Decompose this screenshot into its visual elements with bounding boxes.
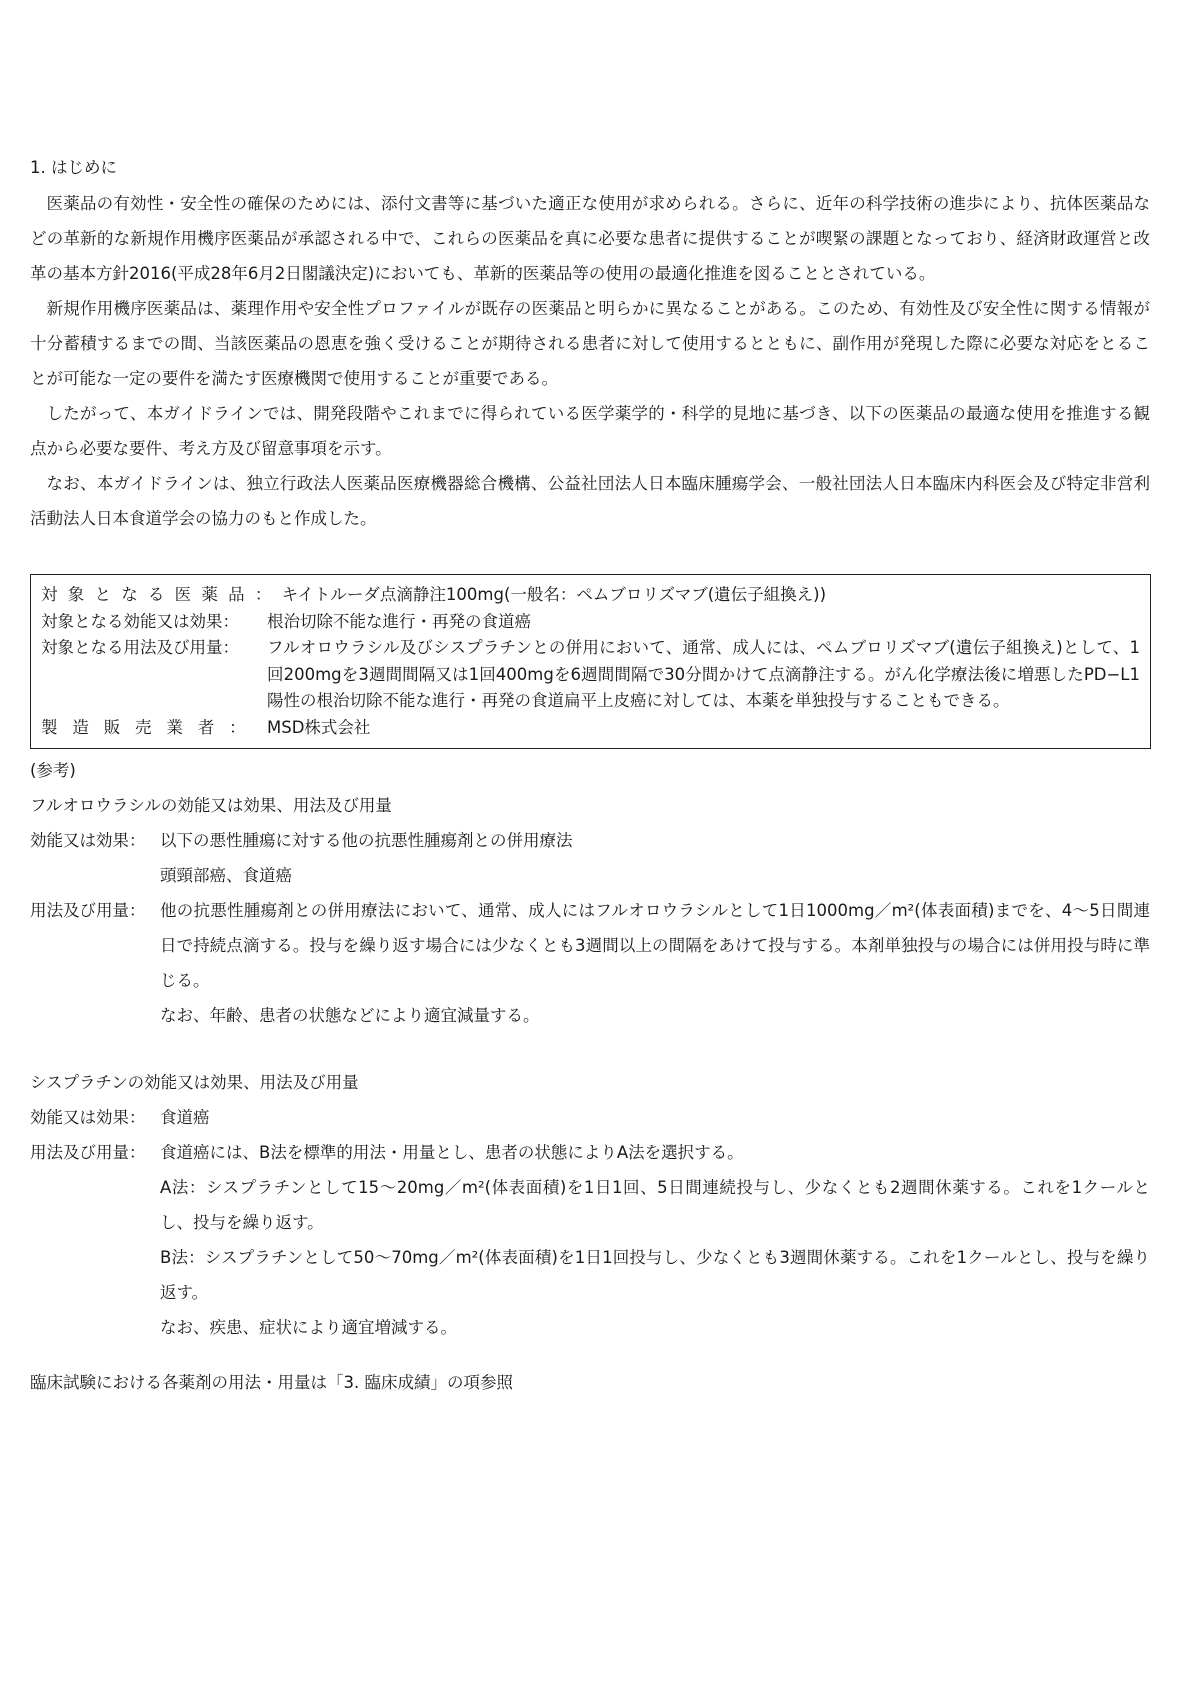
dosage-label: 対象となる用法及び用量： xyxy=(41,638,239,657)
target-drug-box xyxy=(30,574,1151,749)
cisplatin-dosage-note: なお、疾患、症状により適宜増減する。 xyxy=(160,1318,457,1337)
cisplatin-dosage-label: 用法及び用量： xyxy=(30,1143,146,1162)
cisplatin-method-a: A法：シスプラチンとして15〜20mg／m²(体表面積)を1日1回、5日間連続投与し、少なくとも2週間休薬する。これを1クールとし、投与を繰り返す。 xyxy=(160,1178,1150,1232)
cisplatin-dosage-row xyxy=(30,1135,1150,1345)
spacer xyxy=(30,1033,1150,1065)
fluorouracil-indication-value xyxy=(160,823,1150,893)
cisplatin-method-b: B法：シスプラチンとして50〜70mg／m²(体表面積)を1日1回投与し、少なくとも3週間休薬する。これを1クールとし、投与を繰り返す。 xyxy=(160,1248,1150,1302)
fluorouracil-indication-line-2: 頭頸部癌、食道癌 xyxy=(160,866,292,885)
indication-value: 根治切除不能な進行・再発の食道癌 xyxy=(267,611,531,631)
reference-section xyxy=(30,753,1150,1400)
drug-label: 対象となる医薬品： xyxy=(41,585,282,604)
drug-row xyxy=(41,582,1140,609)
dosage-row xyxy=(41,635,1140,715)
clinical-trial-note: 臨床試験における各薬剤の用法・用量は「3. 臨床成績」の項参照 xyxy=(30,1373,513,1392)
drug-value: キイトルーダ点滴静注100mg(一般名：ペムブロリズマブ(遺伝子組換え)) xyxy=(281,585,827,604)
document-page xyxy=(30,150,1150,1400)
reference-label: (参考) xyxy=(30,761,76,780)
cisplatin-indication-value: 食道癌 xyxy=(160,1108,210,1127)
indication-row xyxy=(41,609,1140,636)
intro-paragraph-2: 新規作用機序医薬品は、薬理作用や安全性プロファイルが既存の医薬品と明らかに異なることがある。このため、有効性及び安全性に関する情報が十分蓄積するまでの間、当該医薬品の恩恵を強く受けることが期待される患者に対して使用するとともに、副作用が発現した際に必要な対応をとることが可能な一定の要件を満たす医療機関で使用することが重要である。 xyxy=(30,299,1150,388)
fluorouracil-indication-row xyxy=(30,823,1150,893)
fluorouracil-dosage-note: なお、年齢、患者の状態などにより適宜減量する。 xyxy=(160,1006,540,1025)
dosage-value: フルオロウラシル及びシスプラチンとの併用において、通常、成人には、ペムブロリズマブ(遺伝子組換え)として、1回200mgを3週間間隔又は1回400mgを6週間間隔で30分間かけて点滴静注する。がん化学療法後に増悪したPD−L1陽性の根治切除不能な進行・再発の食道扁平上皮癌に対しては、本薬を単独投与することもできる。 xyxy=(267,638,1140,710)
fluorouracil-dosage-value xyxy=(160,893,1150,1033)
maker-value: MSD株式会社 xyxy=(267,717,371,737)
fluorouracil-dosage-label: 用法及び用量： xyxy=(30,901,146,920)
intro-paragraph-3: したがって、本ガイドラインでは、開発段階やこれまでに得られている医学薬学的・科学的見地に基づき、以下の医薬品の最適な使用を推進する観点から必要な要件、考え方及び留意事項を示す。 xyxy=(30,404,1150,458)
intro-paragraph-1: 医薬品の有効性・安全性の確保のためには、添付文書等に基づいた適正な使用が求められる。さらに、近年の科学技術の進歩により、抗体医薬品などの革新的な新規作用機序医薬品が承認される中で、これらの医薬品を真に必要な患者に提供することが喫緊の課題となっており、経済財政運営と改革の基本方針2016(平成28年6月2日閣議決定)においても、革新的医薬品等の使用の最適化推進を図ることとされている。 xyxy=(30,194,1150,283)
maker-row xyxy=(41,715,1140,742)
section-heading: 1. はじめに xyxy=(30,158,117,177)
fluorouracil-indication-line-1: 以下の悪性腫瘍に対する他の抗悪性腫瘍剤との併用療法 xyxy=(160,831,573,850)
cisplatin-indication-row xyxy=(30,1100,1150,1135)
fluorouracil-dosage-text: 他の抗悪性腫瘍剤との併用療法において、通常、成人にはフルオロウラシルとして1日1000mg／m²(体表面積)までを、4〜5日間連日で持続点滴する。投与を繰り返す場合には少なくとも3週間以上の間隔をあけて投与する。本剤単独投与の場合には併用投与時に準じる。 xyxy=(160,901,1150,990)
intro-paragraph-4: なお、本ガイドラインは、独立行政法人医薬品医療機器総合機構、公益社団法人日本臨床腫瘍学会、一般社団法人日本臨床内科医会及び特定非営利活動法人日本食道学会の協力のもと作成した。 xyxy=(30,474,1150,528)
fluorouracil-indication-label: 効能又は効果： xyxy=(30,831,146,850)
maker-label: 製造販売業者： xyxy=(41,717,261,737)
cisplatin-dosage-intro: 食道癌には、B法を標準的用法・用量とし、患者の状態によりA法を選択する。 xyxy=(160,1143,744,1162)
spacer xyxy=(30,1345,1150,1365)
indication-label: 対象となる効能又は効果： xyxy=(41,611,239,631)
cisplatin-indication-label: 効能又は効果： xyxy=(30,1108,146,1127)
fluorouracil-title: フルオロウラシルの効能又は効果、用法及び用量 xyxy=(30,796,392,815)
cisplatin-title: シスプラチンの効能又は効果、用法及び用量 xyxy=(30,1073,359,1092)
fluorouracil-dosage-row xyxy=(30,893,1150,1033)
cisplatin-dosage-value xyxy=(160,1135,1150,1345)
